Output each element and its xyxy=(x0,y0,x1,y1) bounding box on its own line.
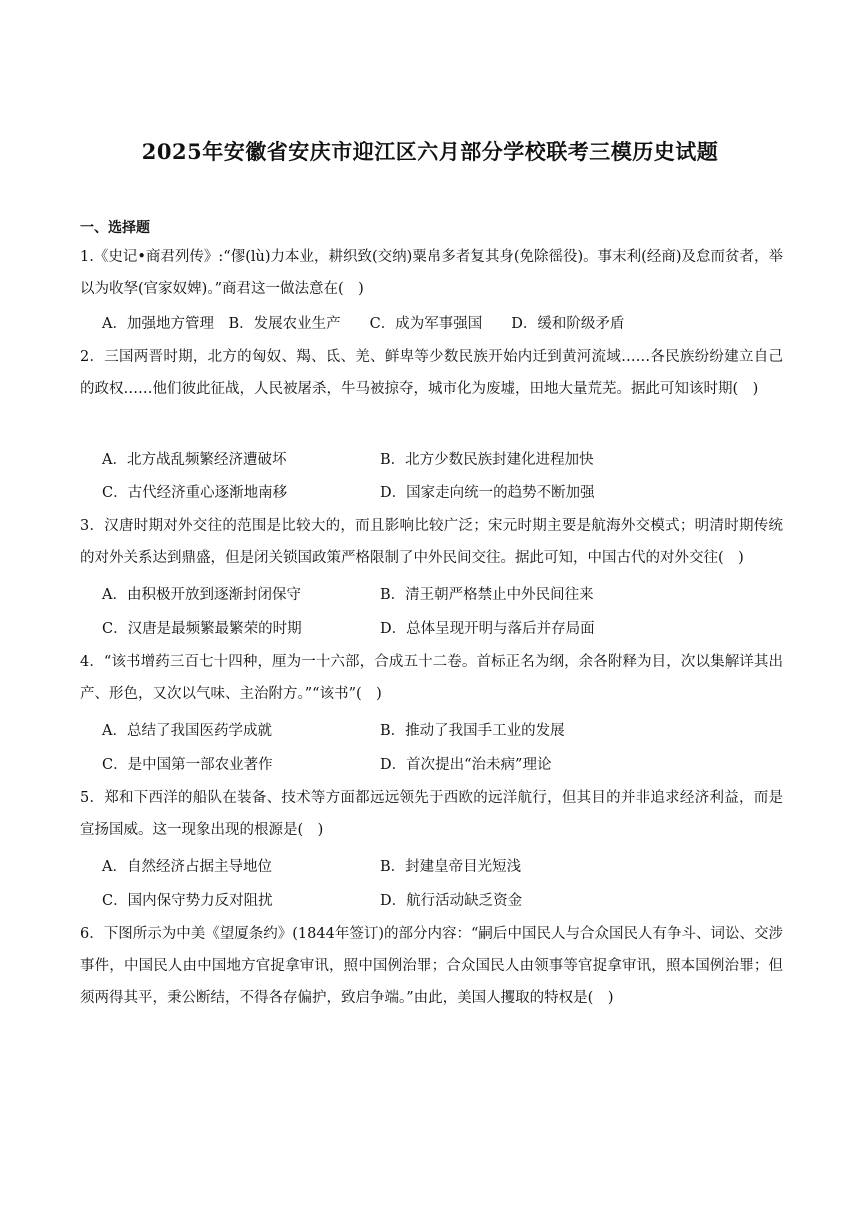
question-stem: 6．下图所示为中美《望厦条约》(1844年签订)的部分内容：“嗣后中国民人与合众国民人有争斗、词讼、交涉事件，中国民人由中国地方官捉拿审讯，照中国例治罪；合众国民人由领事等官捉拿审讯，照本国例治罪；但须两得其平，秉公断结，不得各存偏护，致启争端。”由此，美国人攫取的特权是( ) xyxy=(80,926,783,1006)
option-a: A．自然经济占据主导地位 xyxy=(102,859,272,875)
question-stem: 3．汉唐时期对外交往的范围是比较大的，而且影响比较广泛；宋元时期主要是航海外交模式；明清时期传统的对外关系达到鼎盛，但是闭关锁国政策严格限制了中外民间交往。据此可知，中国古代的对外交往( ) xyxy=(80,518,783,566)
option-a: A．由积极开放到逐渐封闭保守 xyxy=(102,587,301,603)
option-b: B．清王朝严格禁止中外民间往来 xyxy=(380,587,594,603)
question-stem: 5．郑和下西洋的船队在装备、技术等方面都远远领先于西欧的远洋航行，但其目的并非追求经济利益，而是宣扬国威。这一现象出现的根源是( ) xyxy=(80,790,783,838)
option-d: D．总体呈现开明与落后并存局面 xyxy=(380,621,595,637)
option-c: C．是中国第一部农业著作 xyxy=(102,757,273,773)
option-d: D．航行活动缺乏资金 xyxy=(380,893,523,909)
option-b: B．推动了我国手工业的发展 xyxy=(380,723,565,739)
option-c: C．国内保守势力反对阻扰 xyxy=(102,893,273,909)
question-stem: 1.《史记•商君列传》:“僇(lù)力本业，耕织致(交纳)粟帛多者复其身(免除徭役)。事末利(经商)及怠而贫者，举以为收孥(官家奴婢)。”商君这一做法意在( ) xyxy=(80,249,783,297)
question-stem: 2．三国两晋时期，北方的匈奴、羯、氐、羌、鲜卑等少数民族开始内迁到黄河流域……各民族纷纷建立自己的政权……他们彼此征战，人民被屠杀，牛马被掠夺，城市化为废墟，田地大量荒芜。据此可知该时期( ) xyxy=(80,349,783,397)
page-title: 2025年安徽省安庆市迎江区六月部分学校联考三模历史试题 xyxy=(141,139,719,164)
question-options: A．加强地方管理 B．发展农业生产 C．成为军事强国 D．缓和阶级矛盾 xyxy=(102,316,625,332)
option-a: A．北方战乱频繁经济遭破坏 xyxy=(102,452,287,468)
question-stem: 4．“该书增药三百七十四种，厘为一十六部，合成五十二卷。首标正名为纲，余各附释为目，次以集解详其出产、形色，又次以气味、主治附方。”“该书”( ) xyxy=(80,654,783,702)
option-c: C．汉唐是最频繁最繁荣的时期 xyxy=(102,621,302,637)
option-b: B．北方少数民族封建化进程加快 xyxy=(380,452,594,468)
option-b: B．封建皇帝目光短浅 xyxy=(380,859,522,875)
option-d: D．国家走向统一的趋势不断加强 xyxy=(380,485,595,501)
option-c: C．古代经济重心逐渐地南移 xyxy=(102,485,288,501)
section-heading: 一、选择题 xyxy=(80,220,150,236)
option-a: A．总结了我国医药学成就 xyxy=(102,723,272,739)
option-d: D．首次提出“治未病”理论 xyxy=(380,757,552,773)
